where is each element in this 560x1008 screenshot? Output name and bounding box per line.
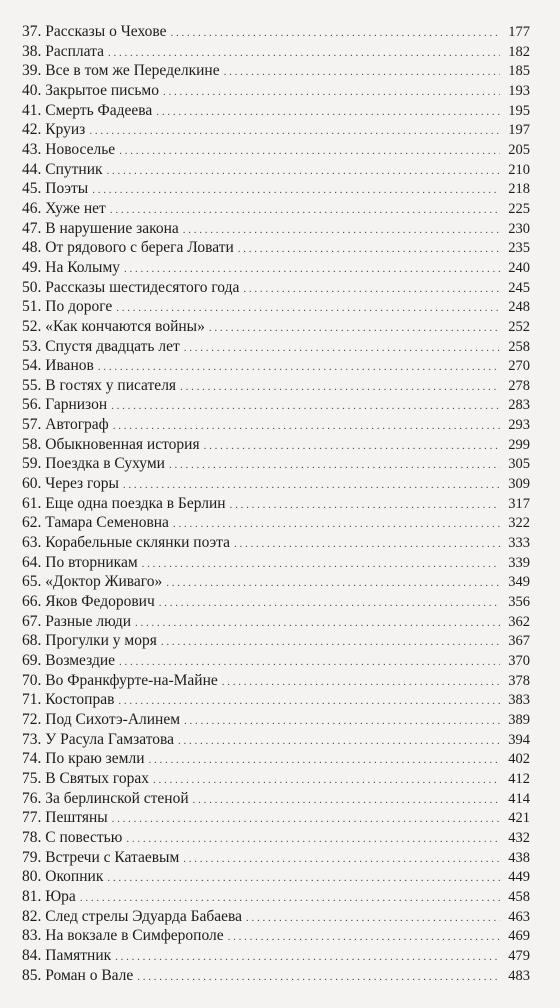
dot-leader <box>234 535 500 555</box>
toc-entry-page-number: 252 <box>508 318 530 335</box>
toc-entry <box>22 828 530 848</box>
toc-entry <box>22 946 530 966</box>
toc-entry <box>22 769 530 789</box>
dot-leader <box>193 791 500 811</box>
dot-leader <box>184 712 500 732</box>
dot-leader <box>238 240 500 260</box>
toc-entry-title: 52. «Как кончаются войны» <box>22 317 205 335</box>
toc-entry <box>22 572 530 592</box>
dot-leader <box>246 909 500 929</box>
toc-entry <box>22 907 530 927</box>
dot-leader <box>111 397 500 417</box>
toc-entry <box>22 887 530 907</box>
toc-entry-page-number: 414 <box>508 790 530 807</box>
toc-entry <box>22 513 530 533</box>
toc-entry-page-number: 230 <box>508 220 530 237</box>
toc-entry-page-number: 193 <box>508 82 530 99</box>
toc-entry-title: 54. Иванов <box>22 357 94 375</box>
toc-entry-page-number: 367 <box>508 633 530 650</box>
toc-entry-title: 85. Роман о Вале <box>22 966 134 984</box>
toc-entry-page-number: 309 <box>508 476 530 493</box>
toc-entry <box>22 395 530 415</box>
toc-entry <box>22 848 530 868</box>
dot-leader <box>107 162 500 182</box>
dot-leader <box>156 103 500 123</box>
toc-entry <box>22 592 530 612</box>
toc-entry-title: 50. Рассказы шестидесятого года <box>22 278 240 296</box>
toc-entry <box>22 612 530 632</box>
toc-entry <box>22 238 530 258</box>
toc-entry-page-number: 258 <box>508 338 530 355</box>
toc-entry-title: 74. По краю земли <box>22 750 145 768</box>
toc-entry-title: 43. Новоселье <box>22 140 116 158</box>
toc-entry-title: 79. Встречи с Катаевым <box>22 848 180 866</box>
table-of-contents <box>22 22 530 985</box>
toc-entry <box>22 710 530 730</box>
toc-entry-page-number: 349 <box>508 574 530 591</box>
toc-entry-title: 49. На Колыму <box>22 258 121 276</box>
toc-entry-page-number: 205 <box>508 141 530 158</box>
toc-entry-page-number: 469 <box>508 928 530 945</box>
toc-entry <box>22 160 530 180</box>
toc-entry <box>22 42 530 62</box>
toc-entry-page-number: 479 <box>508 947 530 964</box>
toc-entry <box>22 454 530 474</box>
dot-leader <box>230 496 500 516</box>
toc-entry <box>22 179 530 199</box>
toc-entry <box>22 533 530 553</box>
toc-entry-title: 60. Через горы <box>22 475 119 493</box>
dot-leader <box>183 850 500 870</box>
toc-entry-page-number: 185 <box>508 63 530 80</box>
toc-entry-page-number: 383 <box>508 692 530 709</box>
toc-entry-title: 62. Тамара Семеновна <box>22 514 169 532</box>
toc-entry-title: 45. Поэты <box>22 180 89 198</box>
toc-entry-page-number: 245 <box>508 279 530 296</box>
toc-entry-page-number: 322 <box>508 515 530 532</box>
toc-entry <box>22 278 530 298</box>
toc-entry-title: 47. В нарушение закона <box>22 219 179 237</box>
toc-entry-page-number: 483 <box>508 967 530 984</box>
toc-entry <box>22 435 530 455</box>
toc-entry-page-number: 378 <box>508 672 530 689</box>
dot-leader <box>142 555 500 575</box>
toc-entry-title: 82. След стрелы Эдуарда Бабаева <box>22 907 243 925</box>
dot-leader <box>89 122 500 142</box>
toc-entry-title: 68. Прогулки у моря <box>22 632 157 650</box>
toc-entry <box>22 199 530 219</box>
toc-entry-page-number: 458 <box>508 888 530 905</box>
dot-leader <box>115 948 500 968</box>
toc-entry <box>22 631 530 651</box>
toc-entry-title: 71. Костоправ <box>22 691 115 709</box>
toc-entry-title: 53. Спустя двадцать лет <box>22 337 180 355</box>
toc-entry-title: 77. Пештяны <box>22 809 108 827</box>
dot-leader <box>119 142 500 162</box>
toc-entry <box>22 219 530 239</box>
toc-entry-title: 66. Яков Федорович <box>22 593 155 611</box>
toc-entry-page-number: 362 <box>508 613 530 630</box>
dot-leader <box>243 280 500 300</box>
toc-entry-title: 75. В Святых горах <box>22 769 149 787</box>
toc-entry <box>22 61 530 81</box>
toc-entry-page-number: 339 <box>508 554 530 571</box>
dot-leader <box>149 751 500 771</box>
toc-entry-page-number: 317 <box>508 495 530 512</box>
dot-leader <box>153 771 500 791</box>
toc-entry <box>22 553 530 573</box>
toc-entry-title: 61. Еще одна поездка в Берлин <box>22 494 226 512</box>
toc-entry-title: 42. Круиз <box>22 121 86 139</box>
toc-entry <box>22 415 530 435</box>
dot-leader <box>107 869 500 889</box>
toc-entry <box>22 81 530 101</box>
toc-entry-page-number: 333 <box>508 535 530 552</box>
toc-entry-page-number: 197 <box>508 122 530 139</box>
toc-entry <box>22 651 530 671</box>
dot-leader <box>137 968 500 988</box>
toc-entry-title: 76. За берлинской стеной <box>22 789 189 807</box>
dot-leader <box>171 24 501 44</box>
toc-entry-page-number: 402 <box>508 751 530 768</box>
toc-entry-title: 69. Возмездие <box>22 652 116 669</box>
dot-leader <box>166 574 500 594</box>
toc-entry <box>22 749 530 769</box>
toc-entry-page-number: 177 <box>508 24 530 40</box>
toc-entry <box>22 966 530 986</box>
toc-entry-title: 67. Разные люди <box>22 612 132 630</box>
toc-entry-title: 58. Обыкновенная история <box>22 435 200 453</box>
dot-leader <box>112 810 500 830</box>
toc-entry-page-number: 389 <box>508 711 530 728</box>
toc-entry <box>22 671 530 691</box>
toc-entry-page-number: 356 <box>508 594 530 611</box>
toc-entry-title: 59. Поездка в Сухуми <box>22 455 165 473</box>
toc-entry-page-number: 283 <box>508 397 530 414</box>
dot-leader <box>92 181 500 201</box>
dot-leader <box>184 339 500 359</box>
toc-entry <box>22 22 530 42</box>
toc-entry-title: 40. Закрытое письмо <box>22 81 159 99</box>
toc-entry-title: 38. Расплата <box>22 42 104 60</box>
toc-entry-title: 63. Корабельные склянки поэта <box>22 534 231 552</box>
dot-leader <box>163 83 500 103</box>
toc-entry-title: 48. От рядового с берега Ловати <box>22 239 234 257</box>
toc-entry-page-number: 432 <box>508 829 530 846</box>
toc-entry-page-number: 248 <box>508 299 530 316</box>
toc-entry-title: 51. По дороге <box>22 298 113 316</box>
dot-leader <box>135 614 500 634</box>
toc-entry-title: 56. Гарнизон <box>22 396 108 414</box>
dot-leader <box>126 830 500 850</box>
toc-entry <box>22 120 530 140</box>
dot-leader <box>161 633 500 653</box>
toc-entry-title: 44. Спутник <box>22 160 103 178</box>
toc-entry-page-number: 370 <box>508 653 530 669</box>
dot-leader <box>159 594 500 614</box>
toc-entry-title: 72. Под Сихотэ-Алинем <box>22 710 181 728</box>
dot-leader <box>224 63 500 83</box>
toc-entry <box>22 730 530 750</box>
toc-entry <box>22 926 530 946</box>
toc-entry-title: 70. Во Франкфурте-на-Майне <box>22 671 218 689</box>
toc-entry <box>22 140 530 160</box>
toc-entry-title: 64. По вторникам <box>22 553 138 571</box>
toc-entry <box>22 474 530 494</box>
toc-entry <box>22 356 530 376</box>
toc-entry-title: 73. У Расула Гамзатова <box>22 730 175 748</box>
toc-entry <box>22 297 530 317</box>
toc-entry-page-number: 210 <box>508 161 530 178</box>
toc-entry <box>22 789 530 809</box>
toc-entry-page-number: 240 <box>508 259 530 276</box>
toc-entry-title: 65. «Доктор Живаго» <box>22 573 163 591</box>
toc-entry-page-number: 293 <box>508 417 530 434</box>
toc-entry-page-number: 225 <box>508 200 530 217</box>
toc-entry <box>22 494 530 514</box>
toc-entry <box>22 376 530 396</box>
toc-entry-page-number: 394 <box>508 731 530 748</box>
toc-entry <box>22 867 530 887</box>
toc-entry-page-number: 218 <box>508 181 530 198</box>
toc-entry-title: 80. Окопник <box>22 868 104 886</box>
dot-leader <box>209 319 500 339</box>
dot-leader <box>178 732 500 752</box>
toc-entry-title: 83. На вокзале в Симферополе <box>22 927 224 945</box>
toc-entry <box>22 337 530 357</box>
toc-entry <box>22 690 530 710</box>
toc-entry-page-number: 463 <box>508 908 530 925</box>
dot-leader <box>222 673 500 693</box>
toc-entry-title: 84. Памятник <box>22 946 112 964</box>
toc-entry-title: 39. Все в том же Переделкине <box>22 62 220 80</box>
toc-entry-page-number: 182 <box>508 43 530 60</box>
toc-entry-page-number: 235 <box>508 240 530 257</box>
toc-entry-title: 37. Рассказы о Чехове <box>22 23 167 40</box>
toc-entry <box>22 101 530 121</box>
toc-entry-page-number: 438 <box>508 849 530 866</box>
toc-entry-page-number: 305 <box>508 456 530 473</box>
toc-entry-title: 57. Автограф <box>22 416 109 434</box>
dot-leader <box>228 928 500 948</box>
toc-entry-page-number: 278 <box>508 377 530 394</box>
toc-entry-page-number: 449 <box>508 869 530 886</box>
toc-entry-page-number: 270 <box>508 358 530 375</box>
toc-entry-title: 78. С повестью <box>22 828 123 846</box>
toc-entry-title: 81. Юра <box>22 887 76 905</box>
toc-entry-title: 41. Смерть Фадеева <box>22 101 153 119</box>
toc-entry-page-number: 299 <box>508 436 530 453</box>
toc-entry <box>22 808 530 828</box>
toc-entry-page-number: 412 <box>508 770 530 787</box>
toc-entry-title: 46. Хуже нет <box>22 199 106 217</box>
dot-leader <box>180 378 500 398</box>
toc-entry-title: 55. В гостях у писателя <box>22 376 177 394</box>
dot-leader <box>169 456 500 476</box>
toc-entry-page-number: 421 <box>508 810 530 827</box>
toc-entry <box>22 258 530 278</box>
toc-entry-page-number: 195 <box>508 102 530 119</box>
dot-leader <box>204 437 500 457</box>
toc-entry <box>22 317 530 337</box>
